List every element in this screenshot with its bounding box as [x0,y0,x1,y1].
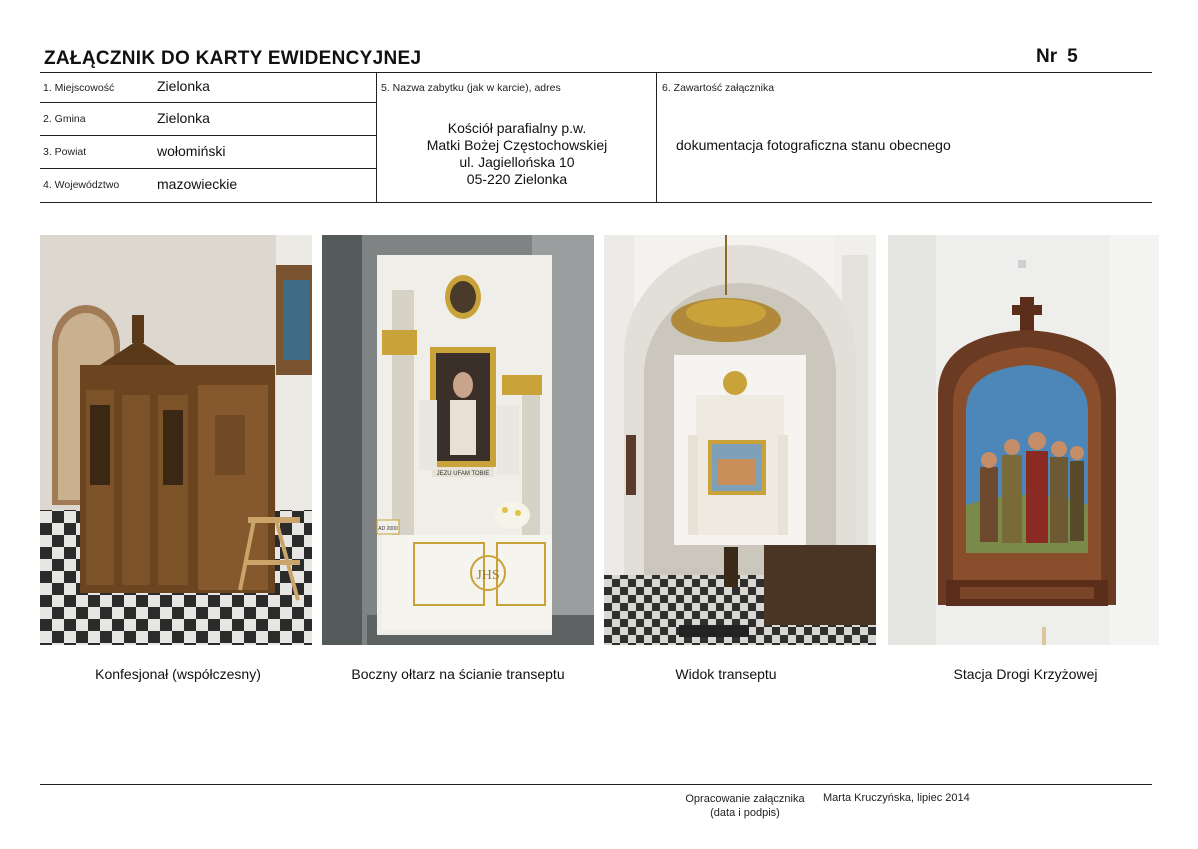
field-value-gmina: Zielonka [157,110,210,126]
photo-station-of-cross [888,235,1159,645]
address-line: Kościół parafialny p.w. [447,120,587,136]
number-label: Nr [1036,46,1058,67]
footer-rule [40,784,1152,785]
altar-date-plate: AD 2000 [378,526,398,532]
field-value-wojewodztwo: mazowieckie [157,176,238,192]
altar-monogram: JHS [476,568,500,583]
field-label-miejscowosc: 1. Miejscowość [43,82,115,94]
column-rule [656,72,657,202]
document-number [1036,46,1078,68]
row-rule [40,135,376,136]
field-value-zawartosc: dokumentacja fotograficzna stanu obecnego [676,137,951,153]
caption-confessional: Konfesjonał (współczesny) [95,666,261,682]
caption-transept-view: Widok transeptu [675,666,777,682]
address-line: Matki Bożej Częstochowskiej [426,137,608,153]
caption-side-altar: Boczny ołtarz na ścianie transeptu [351,666,565,682]
photo-confessional [40,235,312,645]
field-value-miejscowosc: Zielonka [157,78,210,94]
number-value: 5 [1067,46,1078,67]
row-rule [40,102,376,103]
field-label-nazwa: 5. Nazwa zabytku (jak w karcie), adres [381,82,561,94]
footer-author: Marta Kruczyńska, lipiec 2014 [823,792,970,804]
table-top-rule [40,72,1152,73]
footer-label-line: Opracowanie załącznika [685,793,805,805]
monument-address [378,120,656,188]
table-bottom-rule [40,202,1152,203]
row-rule [40,168,376,169]
address-line: 05-220 Zielonka [466,171,568,187]
column-rule [376,72,377,202]
altar-plaque-text: JEZU UFAM TOBIE [436,471,490,477]
address-line: ul. Jagiellońska 10 [459,154,575,170]
photo-side-altar [322,235,594,645]
footer-label-line: (data i podpis) [710,807,780,819]
field-label-zawartosc: 6. Zawartość załącznika [662,82,775,94]
footer-prepared-label [660,792,830,820]
field-label-gmina: 2. Gmina [43,113,86,125]
caption-station-of-cross: Stacja Drogi Krzyżowej [953,666,1098,682]
document-title: ZAŁĄCZNIK DO KARTY EWIDENCYJNEJ [44,48,422,69]
field-value-powiat: wołomiński [157,143,226,159]
photo-transept-view [604,235,876,645]
field-label-wojewodztwo: 4. Województwo [43,179,120,191]
field-label-powiat: 3. Powiat [43,146,87,158]
